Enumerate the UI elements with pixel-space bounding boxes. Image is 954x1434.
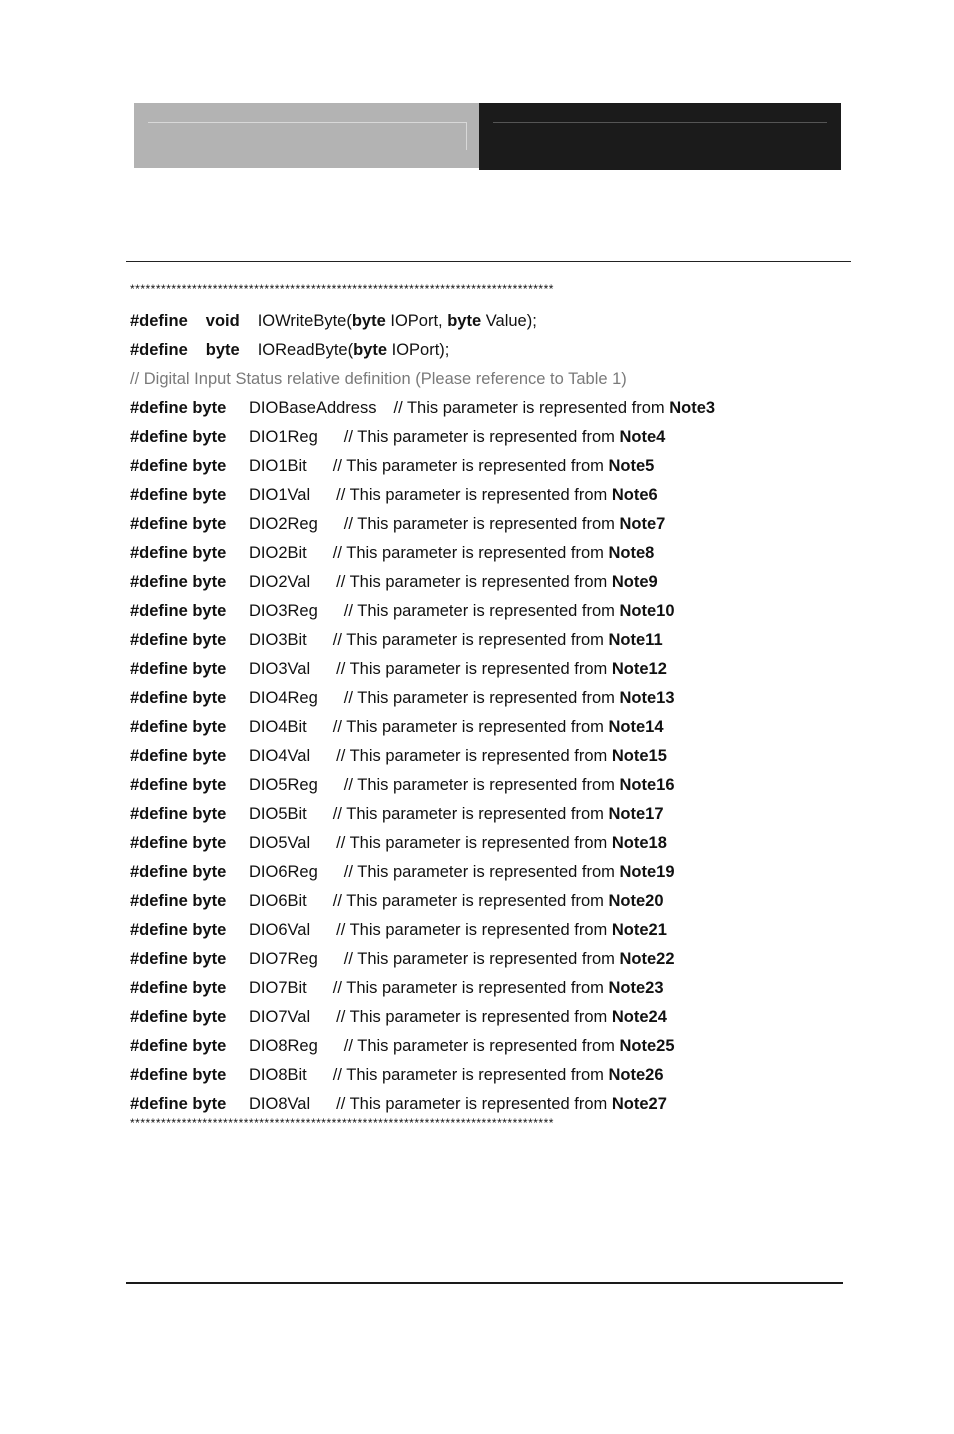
macro-name: DIO7Val: [249, 1008, 311, 1026]
define-keyword: #define: [130, 312, 188, 330]
define-line: [130, 1061, 830, 1090]
define-keyword: #define byte: [130, 718, 227, 736]
note-reference: Note15: [611, 747, 667, 765]
macro-name: DIO2Bit: [249, 544, 307, 562]
note-reference: Note22: [619, 950, 675, 968]
define-line: [130, 713, 830, 742]
define-keyword: #define byte: [130, 863, 227, 881]
note-reference: Note6: [611, 486, 658, 504]
define-line: [130, 452, 830, 481]
note-reference: Note4: [619, 428, 666, 446]
note-reference: Note10: [619, 602, 675, 620]
separator-top: **********************************************************************************: [130, 282, 554, 296]
define-keyword: #define byte: [130, 834, 227, 852]
macro-comment: // This parameter is represented from: [336, 1008, 612, 1026]
macro-comment: // This parameter is represented from: [343, 515, 620, 533]
define-line: [130, 829, 830, 858]
define-lines: [130, 394, 830, 1119]
macro-comment: // This parameter is represented from: [332, 718, 609, 736]
define-keyword: #define byte: [130, 979, 227, 997]
define-keyword: #define: [130, 341, 188, 359]
define-line: [130, 974, 830, 1003]
macro-comment: // This parameter is represented from: [343, 428, 620, 446]
define-line: [130, 394, 830, 423]
macro-comment: // This parameter is represented from: [343, 776, 620, 794]
note-reference: Note21: [611, 921, 667, 939]
define-keyword: #define byte: [130, 805, 227, 823]
define-keyword: #define byte: [130, 950, 227, 968]
define-line: [130, 684, 830, 713]
code-listing: [130, 278, 830, 1138]
param-type: byte: [353, 341, 388, 359]
macro-name: DIO1Reg: [249, 428, 318, 446]
macro-name: DIO6Reg: [249, 863, 318, 881]
macro-comment: // This parameter is represented from: [332, 805, 609, 823]
define-keyword: #define byte: [130, 602, 227, 620]
define-keyword: #define byte: [130, 573, 227, 591]
note-reference: Note14: [608, 718, 664, 736]
prototype-line: [130, 336, 830, 365]
macro-name: DIO2Reg: [249, 515, 318, 533]
define-line: [130, 510, 830, 539]
define-line: [130, 1032, 830, 1061]
define-line: [130, 945, 830, 974]
macro-name: DIO5Bit: [249, 805, 307, 823]
macro-name: DIOBaseAddress: [249, 399, 377, 417]
macro-comment: // This parameter is represented from: [343, 950, 620, 968]
define-keyword: #define byte: [130, 921, 227, 939]
header-right-block: [479, 103, 841, 170]
macro-name: DIO5Val: [249, 834, 311, 852]
section-comment: // Digital Input Status relative definition (Please reference to Table 1): [130, 370, 627, 388]
function-name: IOReadByte(: [257, 341, 354, 359]
define-line: [130, 1003, 830, 1032]
macro-name: DIO3Val: [249, 660, 311, 678]
define-line: [130, 771, 830, 800]
macro-comment: // This parameter is represented from: [343, 689, 620, 707]
macro-name: DIO6Bit: [249, 892, 307, 910]
return-type: void: [205, 312, 240, 330]
macro-comment: // This parameter is represented from: [336, 573, 612, 591]
note-reference: Note25: [619, 1037, 675, 1055]
note-reference: Note26: [608, 1066, 664, 1084]
footer-divider: [126, 1282, 843, 1284]
define-keyword: #define byte: [130, 631, 227, 649]
define-keyword: #define byte: [130, 428, 227, 446]
header-left-rule: [148, 122, 467, 150]
macro-name: DIO4Bit: [249, 718, 307, 736]
define-keyword: #define byte: [130, 457, 227, 475]
macro-comment: // This parameter is represented from: [393, 399, 670, 417]
macro-comment: // This parameter is represented from: [343, 863, 620, 881]
macro-name: DIO6Val: [249, 921, 311, 939]
note-reference: Note3: [669, 399, 716, 417]
param-type: byte: [447, 312, 482, 330]
note-reference: Note12: [611, 660, 667, 678]
macro-name: DIO7Bit: [249, 979, 307, 997]
param-text: Value);: [481, 312, 537, 330]
macro-name: DIO7Reg: [249, 950, 318, 968]
macro-comment: // This parameter is represented from: [332, 1066, 609, 1084]
note-reference: Note18: [611, 834, 667, 852]
header-right-rule: [493, 122, 827, 123]
define-line: [130, 858, 830, 887]
define-keyword: #define byte: [130, 660, 227, 678]
define-line: [130, 742, 830, 771]
define-line: [130, 568, 830, 597]
note-reference: Note13: [619, 689, 675, 707]
macro-name: DIO3Reg: [249, 602, 318, 620]
define-keyword: #define byte: [130, 892, 227, 910]
macro-name: DIO8Val: [249, 1095, 311, 1113]
macro-name: DIO4Val: [249, 747, 311, 765]
define-line: [130, 423, 830, 452]
param-text: IOPort);: [387, 341, 450, 359]
macro-comment: // This parameter is represented from: [343, 602, 620, 620]
macro-comment: // This parameter is represented from: [332, 457, 609, 475]
top-divider: [126, 261, 851, 262]
macro-comment: // This parameter is represented from: [336, 660, 612, 678]
function-name: IOWriteByte(: [257, 312, 352, 330]
macro-name: DIO1Val: [249, 486, 311, 504]
header-left-block: [134, 103, 479, 168]
define-keyword: #define byte: [130, 399, 227, 417]
macro-comment: // This parameter is represented from: [332, 631, 609, 649]
macro-comment: // This parameter is represented from: [343, 1037, 620, 1055]
macro-name: DIO1Bit: [249, 457, 307, 475]
return-type: byte: [205, 341, 240, 359]
define-line: [130, 626, 830, 655]
define-line: [130, 916, 830, 945]
macro-name: DIO3Bit: [249, 631, 307, 649]
param-text: IOPort,: [385, 312, 448, 330]
define-keyword: #define byte: [130, 1008, 227, 1026]
macro-comment: // This parameter is represented from: [336, 486, 612, 504]
define-line: [130, 655, 830, 684]
define-keyword: #define byte: [130, 776, 227, 794]
macro-name: DIO2Val: [249, 573, 311, 591]
macro-name: DIO5Reg: [249, 776, 318, 794]
macro-comment: // This parameter is represented from: [336, 1095, 612, 1113]
note-reference: Note11: [608, 631, 663, 649]
note-reference: Note24: [611, 1008, 667, 1026]
note-reference: Note7: [619, 515, 666, 533]
note-reference: Note17: [608, 805, 664, 823]
prototype-line: [130, 307, 830, 336]
define-keyword: #define byte: [130, 1037, 227, 1055]
macro-name: DIO4Reg: [249, 689, 318, 707]
prototype-lines: [130, 307, 830, 365]
define-keyword: #define byte: [130, 689, 227, 707]
macro-comment: // This parameter is represented from: [332, 892, 609, 910]
macro-comment: // This parameter is represented from: [336, 834, 612, 852]
macro-comment: // This parameter is represented from: [336, 747, 612, 765]
macro-comment: // This parameter is represented from: [332, 544, 609, 562]
note-reference: Note16: [619, 776, 675, 794]
define-line: [130, 481, 830, 510]
note-reference: Note9: [611, 573, 658, 591]
macro-comment: // This parameter is represented from: [336, 921, 612, 939]
define-keyword: #define byte: [130, 1095, 227, 1113]
macro-comment: // This parameter is represented from: [332, 979, 609, 997]
define-line: [130, 887, 830, 916]
define-keyword: #define byte: [130, 747, 227, 765]
define-keyword: #define byte: [130, 1066, 227, 1084]
define-line: [130, 800, 830, 829]
note-reference: Note23: [608, 979, 664, 997]
note-reference: Note27: [611, 1095, 667, 1113]
define-line: [130, 539, 830, 568]
note-reference: Note8: [608, 544, 655, 562]
define-line: [130, 597, 830, 626]
note-reference: Note5: [608, 457, 655, 475]
param-type: byte: [351, 312, 386, 330]
define-keyword: #define byte: [130, 515, 227, 533]
note-reference: Note20: [608, 892, 664, 910]
separator-bottom: **********************************************************************************: [130, 1116, 554, 1130]
macro-name: DIO8Reg: [249, 1037, 318, 1055]
define-keyword: #define byte: [130, 486, 227, 504]
note-reference: Note19: [619, 863, 675, 881]
macro-name: DIO8Bit: [249, 1066, 307, 1084]
define-keyword: #define byte: [130, 544, 227, 562]
